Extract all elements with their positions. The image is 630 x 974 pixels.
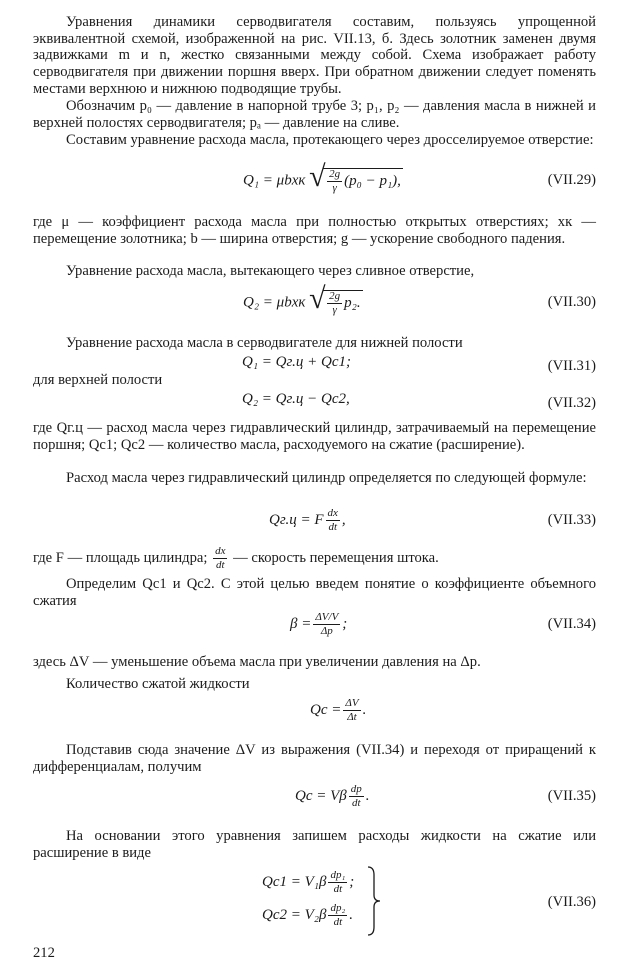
- equation-vii-31: Q₁ = Qг.ц + Qc1; (VII.31): [242, 354, 596, 374]
- equation-number: (VII.31): [547, 358, 596, 374]
- paragraph-compressed-fluid: Количество сжатой жидкости: [66, 676, 250, 692]
- paragraph-cylinder-flow: Расход масла через гидравлический цилиндр определяется по следующей формуле:: [66, 470, 587, 486]
- equation-vii-32: Q₂ = Qг.ц − Qc2, (VII.32): [242, 391, 596, 411]
- equation-number: (VII.33): [547, 512, 596, 528]
- paragraph-delta-v: здесь ΔV — уменьшение объема масла при увеличении давления на Δp.: [33, 654, 481, 670]
- paragraph-drain-flow: Уравнение расхода масла, вытекающего через сливное отверстие,: [66, 263, 475, 279]
- paragraph-pressures: Обозначим p₀ — давление в напорной трубе 3; p₁, p₂ — давления масла в нижней и верхней полостях серводвигателя; pₐ — давление на сливе.: [33, 98, 596, 131]
- paragraph-where-f: где F — площадь цилиндра; $\frac{dx}{dt}$ — скорость перемещения штока.: [33, 545, 439, 571]
- equation-number: (VII.34): [547, 616, 596, 632]
- equation-number: (VII.29): [547, 172, 596, 188]
- equation-number: (VII.35): [547, 788, 596, 804]
- paragraph-lower-cavity: Уравнение расхода масла в серводвигателе для нижней полости: [66, 335, 463, 351]
- paragraph-flow-throttle: Составим уравнение расхода масла, протекающего через дросселируемое отверстие:: [66, 132, 594, 148]
- paragraph-substitute: Подставив сюда значение ΔV из выражения (VII.34) и переходя от приращений к дифференциалам, получим: [33, 742, 596, 775]
- equation-vii-30: Q₂ = μbxк √ $\frac{2g}{\gamma}$ p₂. (VII.30): [243, 282, 596, 316]
- equation-vii-36-number-row: [33, 890, 596, 920]
- equation-vii-36a: Qc1 = V₁β $\frac{\text{dp₁}}{dt}$ ;: [262, 869, 355, 895]
- paragraph-where-mu: где μ — коэффициент расхода масла при полностью открытых отверстиях; xк — перемещение золотника; b — ширина отверстия; g — ускорение свободного падения.: [33, 214, 596, 247]
- equation-qc: Qc = $\frac{\Delta V}{\Delta t}$ .: [310, 697, 367, 723]
- paragraph-where-qgc: где Qг.ц — расход масла через гидравлический цилиндр, затрачиваемый на перемещение поршня; Qc1; Qc2 — количество масла, расходуемого на сжатие (расширение).: [33, 420, 596, 453]
- equation-number: (VII.32): [547, 395, 596, 411]
- equation-vii-35: Qc = Vβ $\frac{dp}{dt}$ . (VII.35): [295, 783, 596, 809]
- paragraph-based-on: На основании этого уравнения запишем расходы жидкости на сжатие или расширение в виде: [33, 828, 596, 861]
- paragraph-upper-cavity: для верхней полости: [33, 372, 163, 388]
- equation-vii-34: β = $\frac{\Delta V/V}{\Delta p}$ ; (VII.34): [290, 611, 596, 637]
- paragraph-servo-intro: Уравнения динамики серводвигателя составим, пользуясь упрощенной эквивалентной схемой, изображенной на рис. VII.13, б. Здесь золотник заменен двумя задвижками m и n, жестко связанными между собой. Схема изображает работу серводвигателя при движении поршня вверх. При обратном движении следует поменять местами верхнюю и нижнюю подводящие трубы.: [33, 14, 596, 97]
- equation-number: (VII.36): [547, 894, 596, 910]
- equation-vii-29: Q₁ = μbxк √ $\frac{2g}{\gamma}$ (p₀ − p₁), (VII.29): [243, 160, 596, 194]
- paragraph-define-qc: Определим Qc1 и Qc2. С этой целью введем понятие о коэффициенте объемного сжатия: [33, 576, 596, 609]
- page-number: 212: [33, 945, 55, 961]
- equation-vii-36b: Qc2 = V₂β $\frac{\text{dp₂}}{dt}$ .: [262, 902, 354, 928]
- equation-number: (VII.30): [547, 294, 596, 310]
- equation-vii-33: Qг.ц = F $\frac{dx}{dt}$ , (VII.33): [269, 507, 596, 533]
